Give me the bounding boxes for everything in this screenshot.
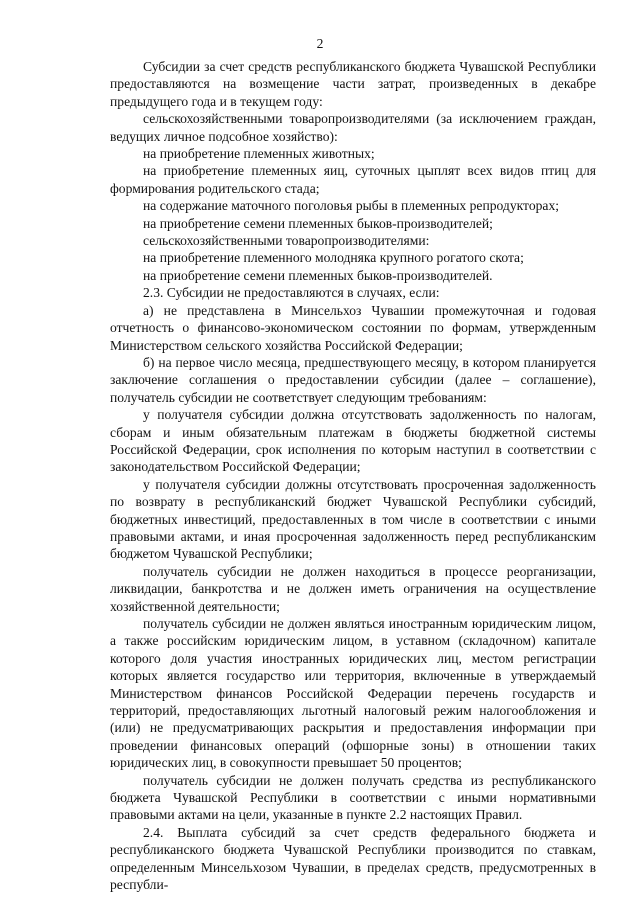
paragraph: на содержание маточного поголовья рыбы в племенных репродукторах; (143, 198, 560, 214)
paragraph: у получателя субсидии должны отсутствовать просроченная задолженность по возврату в республиканский бюджет Чувашской Республики субсидий, бюджетных инвестиций, предоставленных в том числе в соответствии с иными правовыми актами, и иная просроченная задолженность перед республиканским бюджетом Чувашской Республики; (110, 476, 596, 562)
paragraph: на приобретение семени племенных быков-производителей. (143, 267, 493, 283)
page-number: 2 (316, 36, 324, 51)
paragraph: получатель субсидии не должен являться иностранным юридическим лицом, а также российским юридическим лицом, в уставном (складочном) капитале которого доля участия иностранных юридических лиц, местом регистрации которых является государство или территория, включенные в утверждаемый Министерством финансов Российской Федерации перечень государств и территорий, предоставляющих льготный налоговый режим налогообложения и (или) не предусматривающих раскрытия и предоставления информации при проведении финансовых операций (офшорные зоны) в отношении таких юридических лиц, в совокупности превышает 50 процентов; (110, 616, 596, 771)
paragraph: б) на первое число месяца, предшествующего месяцу, в котором планируется заключение соглашения о предоставлении субсидии (далее – соглашение), получатель субсидии не соответствует следующим требованиям: (110, 354, 596, 405)
paragraph: на приобретение племенных животных; (143, 146, 375, 162)
paragraph: получатель субсидии не должен получать средства из республиканского бюджета Чувашской Республики в соответствии с иными нормативными правовыми актами на цели, указанные в пункте 2.2 настоящих Правил. (110, 772, 596, 823)
paragraph: Субсидии за счет средств республиканского бюджета Чувашской Республики предоставляются на возмещение части затрат, произведенных в декабре предыдущего года и в текущем году: (110, 59, 596, 109)
paragraph: на приобретение племенного молодняка крупного рогатого скота; (143, 250, 524, 266)
paragraph: 2.4. Выплата субсидий за счет средств федерального бюджета и республиканского бюджета Чувашской Республики производится по ставкам, определенным Минсельхозом Чувашии, в пределах средств, предусмотренных в республи- (110, 824, 596, 893)
document-body (110, 58, 596, 894)
paragraph: сельскохозяйственными товаропроизводителями (за исключением граждан, ведущих личное подсобное хозяйство): (110, 111, 596, 144)
paragraph: а) не представлена в Минсельхоз Чувашии промежуточная и годовая отчетность о финансово-экономическом состоянии по формам, утвержденным Министерством сельского хозяйства Российской Федерации; (110, 302, 596, 353)
paragraph: получатель субсидии не должен находиться в процессе реорганизации, ликвидации, банкротства и не должен иметь ограничения на осуществление хозяйственной деятельности; (110, 563, 596, 614)
paragraph: у получателя субсидии должна отсутствовать задолженность по налогам, сборам и иным обязательным платежам в бюджеты бюджетной системы Российской Федерации, срок исполнения по которым наступил в соответствии с законодательством Российской Федерации; (110, 407, 596, 475)
paragraph: на приобретение семени племенных быков-производителей; (143, 215, 493, 231)
paragraph: 2.3. Субсидии не предоставляются в случаях, если: (143, 285, 440, 301)
paragraph: сельскохозяйственными товаропроизводителями: (143, 233, 430, 249)
paragraph: на приобретение племенных яиц, суточных цыплят всех видов птиц для формирования родительского стада; (110, 163, 596, 196)
